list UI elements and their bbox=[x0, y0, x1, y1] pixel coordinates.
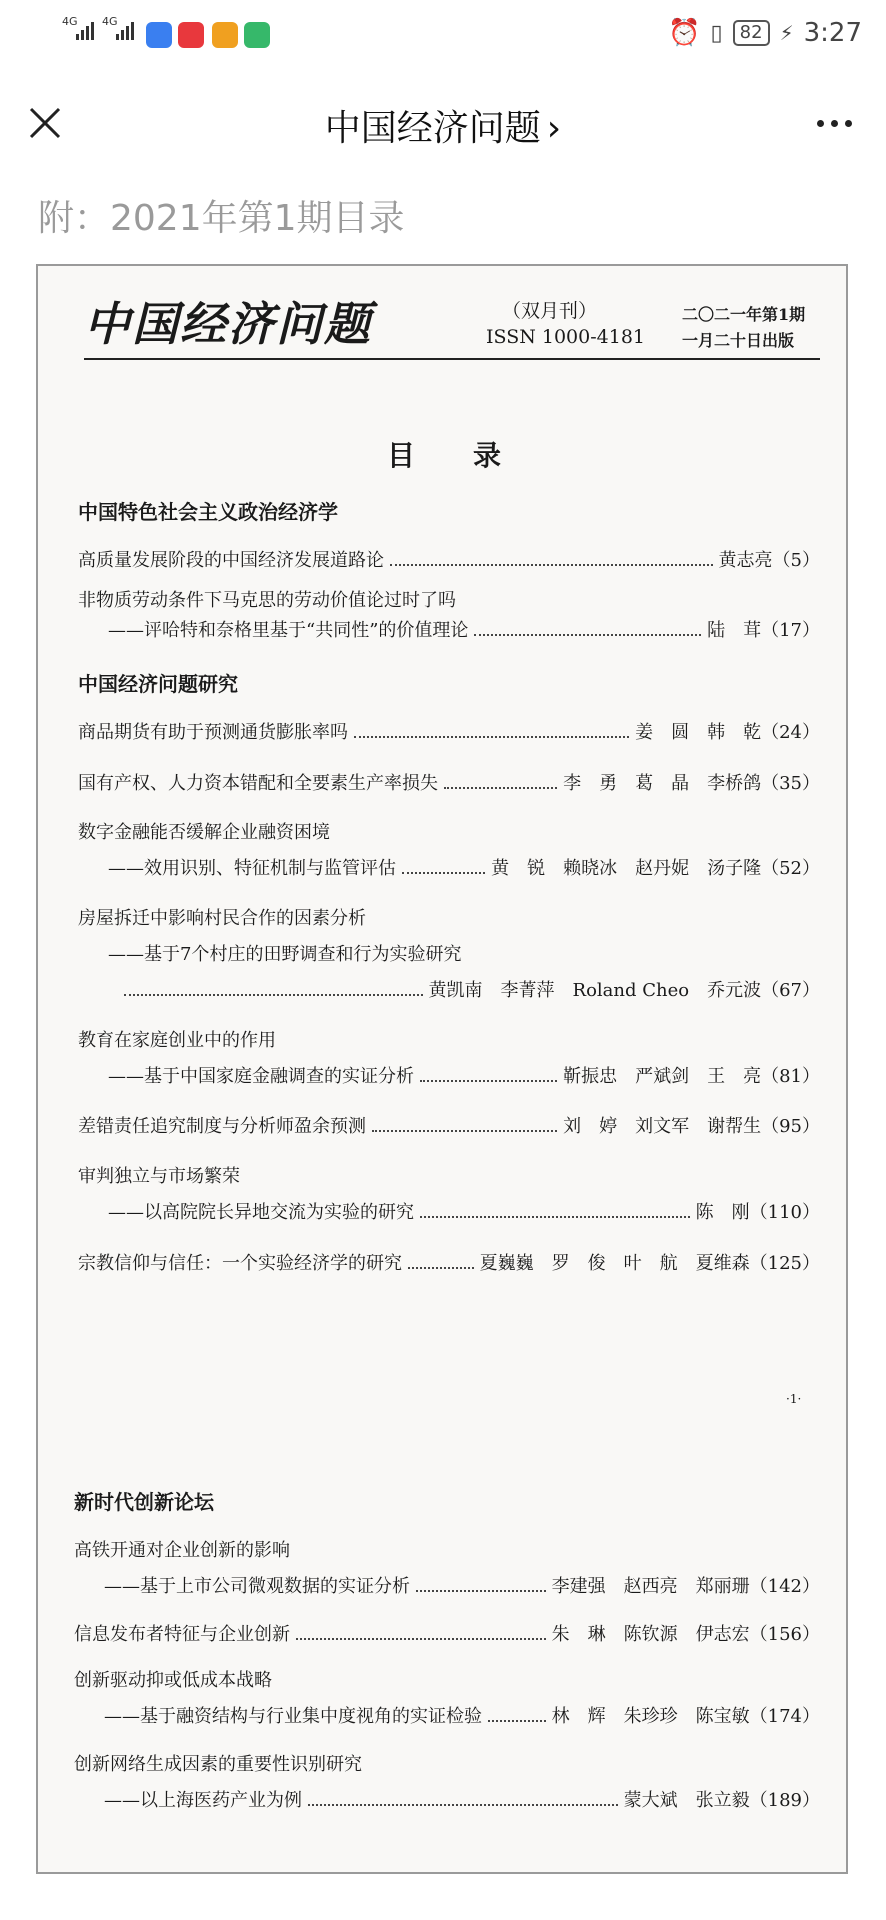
leader-dots bbox=[308, 1804, 618, 1806]
toc-entry bbox=[78, 769, 820, 795]
entry-subtitle: ——评哈特和奈格里基于“共同性”的价值理论 bbox=[108, 620, 469, 641]
entry-title: 宗教信仰与信任：一个实验经济学的研究 bbox=[78, 1253, 402, 1274]
toc-entry bbox=[78, 1112, 820, 1138]
entry-page: （174） bbox=[749, 1706, 820, 1727]
video-app-icon bbox=[212, 22, 238, 48]
toc-entry bbox=[108, 854, 820, 880]
entry-page: （35） bbox=[761, 773, 820, 794]
entry-title: 非物质劳动条件下马克思的劳动价值论过时了吗 bbox=[78, 590, 456, 611]
leader-dots bbox=[296, 1638, 546, 1640]
toc-entry bbox=[78, 546, 820, 572]
entry-title: 高质量发展阶段的中国经济发展道路论 bbox=[78, 550, 384, 571]
entry-authors: 黄凯南 李菁萍 Roland Cheo 乔元波 bbox=[428, 980, 762, 1001]
toc-title: 目录 bbox=[386, 439, 559, 472]
entry-subtitle: ——基于7个村庄的田野调查和行为实验研究 bbox=[108, 944, 462, 965]
entry-authors: 蒙大斌 张立毅 bbox=[623, 1790, 750, 1811]
entry-authors: 朱 琳 陈钦源 伊志宏 bbox=[551, 1624, 750, 1645]
signal-icon bbox=[76, 22, 94, 40]
entry-authors: 李 勇 葛 晶 李桥鸽 bbox=[563, 773, 762, 794]
entry-subtitle: ——以高院院长异地交流为实验的研究 bbox=[108, 1202, 414, 1223]
article-caption: 附：2021年第1期目录 bbox=[38, 198, 405, 239]
entry-page: （142） bbox=[749, 1576, 820, 1597]
masthead-rule bbox=[84, 358, 820, 360]
entry-title: 差错责任追究制度与分析师盈余预测 bbox=[78, 1116, 366, 1137]
toc-entry bbox=[108, 1062, 820, 1088]
toc-entry bbox=[118, 976, 820, 1002]
leader-dots bbox=[474, 634, 701, 636]
leader-dots bbox=[408, 1267, 474, 1269]
entry-page: （17） bbox=[761, 620, 820, 641]
entry-page: （189） bbox=[749, 1790, 820, 1811]
entry-authors: 靳振忠 严斌剑 王 亮 bbox=[563, 1066, 762, 1087]
issue-number: 二〇二一年第1期 bbox=[682, 305, 806, 324]
entry-subtitle: ——效用识别、特征机制与监管评估 bbox=[108, 858, 396, 879]
leader-dots bbox=[372, 1130, 557, 1132]
entry-subtitle: ——基于上市公司微观数据的实证分析 bbox=[104, 1576, 410, 1597]
toc-entry bbox=[108, 616, 820, 642]
entry-page: （52） bbox=[761, 858, 820, 879]
leader-dots bbox=[354, 736, 629, 738]
entry-subtitle: ——以上海医药产业为例 bbox=[104, 1790, 302, 1811]
page-number: ·1· bbox=[786, 1392, 802, 1406]
entry-page: （156） bbox=[749, 1624, 820, 1645]
chevron-right-icon: › bbox=[546, 108, 562, 149]
entry-authors: 黄志亮 bbox=[718, 550, 773, 571]
entry-title: 国有产权、人力资本错配和全要素生产率损失 bbox=[78, 773, 438, 794]
journal-toc-image bbox=[36, 264, 848, 1874]
entry-page: （81） bbox=[761, 1066, 820, 1087]
signal-label-2: 4G bbox=[102, 15, 118, 28]
journal-issn: ISSN 1000-4181 bbox=[486, 326, 645, 348]
clock: 3:27 bbox=[803, 18, 862, 48]
entry-title: 教育在家庭创业中的作用 bbox=[78, 1030, 276, 1051]
entry-title: 商品期货有助于预测通货膨胀率吗 bbox=[78, 722, 348, 743]
entry-subtitle: ——基于中国家庭金融调查的实证分析 bbox=[108, 1066, 414, 1087]
more-icon[interactable] bbox=[817, 120, 852, 127]
leader-dots bbox=[124, 994, 423, 996]
entry-title: 审判独立与市场繁荣 bbox=[78, 1166, 240, 1187]
toc-entry bbox=[78, 1249, 820, 1275]
charging-icon: ⚡ bbox=[779, 21, 794, 45]
signal-label-1: 4G bbox=[62, 15, 78, 28]
nav-title: 中国经济问题 bbox=[324, 108, 541, 149]
toc-entry bbox=[108, 1198, 820, 1224]
toc-entry bbox=[74, 1620, 820, 1646]
entry-title: 创新驱动抑或低成本战略 bbox=[74, 1670, 272, 1691]
entry-authors: 陆 茸 bbox=[707, 620, 762, 641]
leader-dots bbox=[488, 1720, 546, 1722]
toc-entry bbox=[104, 1702, 820, 1728]
entry-page: （125） bbox=[749, 1253, 820, 1274]
signal-icon bbox=[116, 22, 134, 40]
entry-title: 房屋拆迁中影响村民合作的因素分析 bbox=[78, 908, 366, 929]
issue-date: 一月二十日出版 bbox=[682, 331, 795, 350]
leader-dots bbox=[420, 1216, 690, 1218]
section-heading: 中国特色社会主义政治经济学 bbox=[78, 500, 338, 524]
entry-authors: 黄 锐 赖晓冰 赵丹妮 汤子隆 bbox=[491, 858, 762, 879]
status-bar bbox=[0, 0, 886, 70]
section-heading: 新时代创新论坛 bbox=[74, 1490, 214, 1514]
battery-indicator: 82 bbox=[733, 20, 770, 46]
entry-authors: 夏巍巍 罗 俊 叶 航 夏维森 bbox=[479, 1253, 750, 1274]
journal-logo: 中国经济问题 bbox=[84, 297, 372, 351]
toc-entry bbox=[78, 718, 820, 744]
leader-dots bbox=[390, 564, 713, 566]
entry-title: 创新网络生成因素的重要性识别研究 bbox=[74, 1754, 362, 1775]
alarm-icon: ⏰ bbox=[668, 18, 701, 48]
entry-page: （95） bbox=[761, 1116, 820, 1137]
entry-page: （24） bbox=[761, 722, 820, 743]
entry-title: 信息发布者特征与企业创新 bbox=[74, 1624, 290, 1645]
leader-dots bbox=[444, 787, 557, 789]
entry-subtitle: ——基于融资结构与行业集中度视角的实证检验 bbox=[104, 1706, 482, 1727]
journal-frequency: （双月刊） bbox=[502, 300, 598, 322]
leader-dots bbox=[420, 1080, 557, 1082]
qq-browser-icon bbox=[146, 22, 172, 48]
entry-page: （5） bbox=[772, 550, 820, 571]
toc-entry bbox=[104, 1572, 820, 1598]
entry-authors: 刘 婷 刘文军 谢帮生 bbox=[563, 1116, 762, 1137]
leader-dots bbox=[402, 872, 485, 874]
leader-dots bbox=[416, 1590, 546, 1592]
entry-authors: 陈 刚 bbox=[695, 1202, 750, 1223]
toutiao-icon bbox=[178, 22, 204, 48]
entry-page: （67） bbox=[761, 980, 820, 1001]
entry-authors: 林 辉 朱珍珍 陈宝敏 bbox=[551, 1706, 750, 1727]
account-title-button[interactable] bbox=[0, 100, 886, 151]
nav-bar bbox=[0, 70, 886, 180]
entry-title: 数字金融能否缓解企业融资困境 bbox=[78, 822, 330, 843]
entry-authors: 姜 圆 韩 乾 bbox=[635, 722, 762, 743]
game-icon bbox=[244, 22, 270, 48]
entry-authors: 李建强 赵西亮 郑丽珊 bbox=[551, 1576, 750, 1597]
toc-entry bbox=[104, 1786, 820, 1812]
entry-title: 高铁开通对企业创新的影响 bbox=[74, 1540, 290, 1561]
entry-page: （110） bbox=[749, 1202, 820, 1223]
section-heading: 中国经济问题研究 bbox=[78, 672, 238, 696]
vibrate-icon: ▯ bbox=[710, 20, 723, 46]
